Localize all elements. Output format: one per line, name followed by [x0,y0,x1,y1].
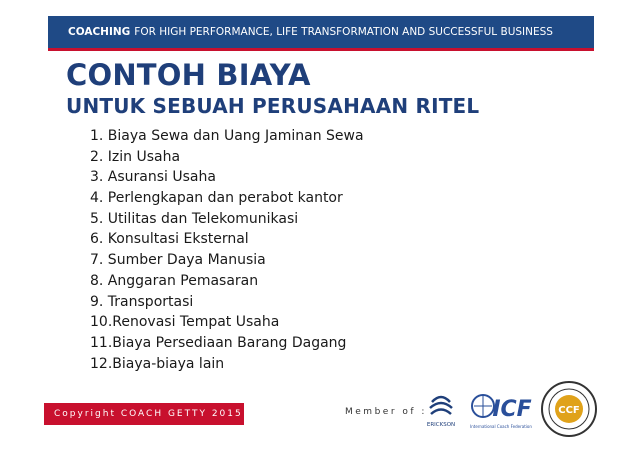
list-item: 3. Asuransi Usaha [90,169,216,186]
icf-logo-text: ICF [492,397,532,422]
list-item: 1. Biaya Sewa dan Uang Jaminan Sewa [90,128,364,144]
ccf-seal-logo [540,380,598,438]
member-of-label: Member of : [345,407,427,417]
banner-stripe [48,48,594,51]
page-title: CONTOH BIAYA [66,58,311,92]
cost-list [90,126,364,374]
erickson-logo [424,388,458,432]
list-item: 7. Sumber Daya Manusia [90,252,266,269]
icf-logo [466,388,536,432]
list-item: 8. Anggaran Pemasaran [90,272,259,289]
list-item: 10.Renovasi Tempat Usaha [90,314,280,331]
list-item: 4. Perlengkapan dan perabot kantor [90,190,343,207]
ccf-logo-text: CCF [558,405,580,416]
copyright-bar [44,403,244,425]
page-subtitle: UNTUK SEBUAH PERUSAHAAN RITEL [66,94,480,118]
list-item: 2. Izin Usaha [90,148,181,165]
copyright-text: Copyright COACH GETTY 2015 [54,409,243,419]
list-item: 11.Biaya Persediaan Barang Dagang [90,334,347,351]
list-item: 6. Konsultasi Eksternal [90,231,249,248]
erickson-logo-text: ERICKSON [426,422,456,428]
top-banner [48,16,594,48]
list-item: 9. Transportasi [90,293,194,310]
icf-logo-subtext: International Coach Federation [470,424,532,429]
list-item: 12.Biaya-biaya lain [90,355,225,372]
banner-text: FOR HIGH PERFORMANCE, LIFE TRANSFORMATION AND SUCCESSFUL BUSINESS [134,26,553,38]
list-item: 5. Utilitas dan Telekomunikasi [90,210,299,227]
banner-strong-text: COACHING [68,26,131,38]
